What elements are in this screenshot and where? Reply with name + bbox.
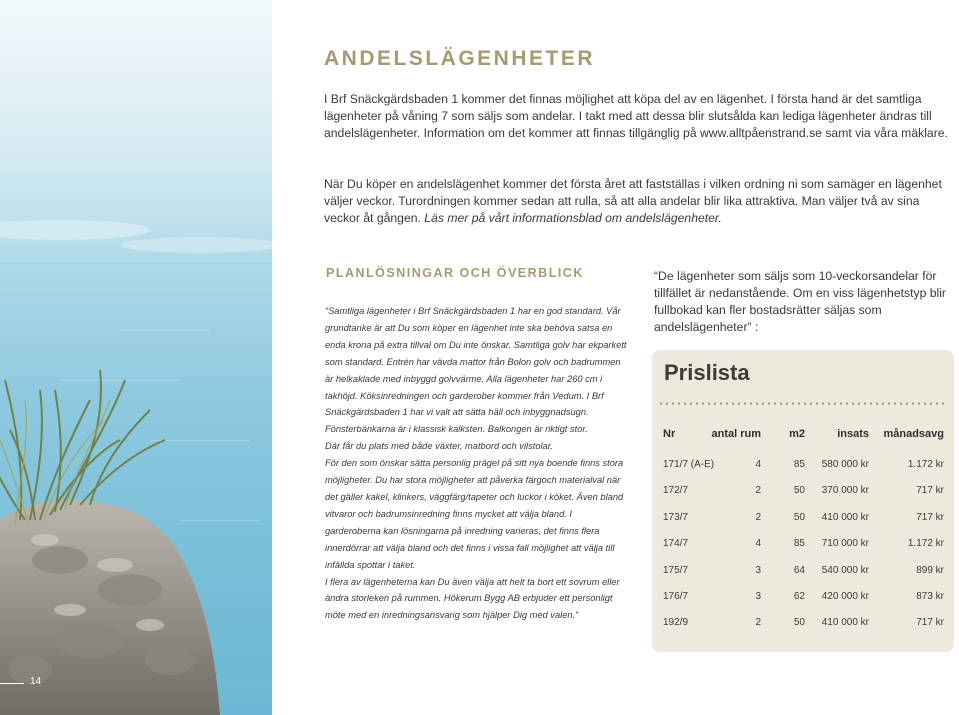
cell-avgift: 873 kr bbox=[916, 590, 944, 602]
cell-rooms: 2 bbox=[755, 485, 761, 497]
cell-avgift: 1.172 kr bbox=[907, 538, 944, 550]
table-row bbox=[662, 591, 944, 617]
cell-insats: 410 000 kr bbox=[821, 511, 869, 523]
page-number: 14 bbox=[30, 676, 42, 687]
sea-rock-illustration bbox=[0, 0, 272, 715]
table-row bbox=[662, 459, 944, 485]
cell-rooms: 4 bbox=[755, 538, 761, 550]
cell-nr: 172/7 bbox=[663, 485, 689, 497]
page-title: ANDELSLÄGENHETER bbox=[324, 47, 596, 70]
header-insats: insats bbox=[837, 428, 869, 440]
table-row bbox=[662, 538, 944, 564]
cell-m2: 62 bbox=[793, 590, 805, 602]
cell-nr: 192/9 bbox=[663, 617, 689, 629]
cell-m2: 85 bbox=[793, 538, 805, 550]
cell-m2: 50 bbox=[793, 511, 805, 523]
cell-avgift: 717 kr bbox=[916, 617, 944, 629]
cell-avgift: 717 kr bbox=[916, 485, 944, 497]
quote-paragraph: Där får du plats med både växter, matbord och vilstolar. bbox=[325, 441, 554, 452]
cell-nr: 174/7 bbox=[663, 538, 689, 550]
cell-insats: 710 000 kr bbox=[821, 538, 869, 550]
cell-nr: 176/7 bbox=[663, 590, 689, 602]
price-table bbox=[662, 428, 944, 644]
page-number-rule bbox=[0, 683, 24, 684]
cell-avgift: 1.172 kr bbox=[907, 459, 944, 470]
cell-m2: 64 bbox=[793, 564, 805, 576]
cell-nr: 173/7 bbox=[663, 511, 689, 523]
header-rooms: antal rum bbox=[711, 428, 761, 440]
sea-rock-photo bbox=[0, 0, 272, 715]
dotted-divider bbox=[658, 402, 948, 405]
section-title: PLANLÖSNINGAR OCH ÖVERBLICK bbox=[326, 266, 584, 280]
cell-avgift: 717 kr bbox=[916, 511, 944, 523]
table-row bbox=[662, 485, 944, 511]
intro-paragraph-1: I Brf Snäckgärdsbaden 1 kommer det finnas möjlighet att köpa del av en lägenhet. I första hand är det samtliga lägenheter på våning 7 som säljs som andelar. I takt med att dessa blir slutsålda kan lediga lägenheter ändras till andelslägenheter. Information om det kommer att finnas tillgänglig på www.alltpåenstrand.se samt via våra mäklare. bbox=[324, 92, 948, 141]
header-avgift: månadsavg bbox=[883, 428, 944, 440]
cell-rooms: 4 bbox=[755, 459, 761, 470]
cell-nr: 171/7 (A-E) bbox=[663, 459, 715, 470]
standard-quote bbox=[325, 303, 627, 624]
cell-insats: 540 000 kr bbox=[821, 564, 869, 576]
intro-paragraph-2 bbox=[324, 176, 954, 228]
cell-rooms: 2 bbox=[755, 511, 761, 523]
header-m2: m2 bbox=[789, 428, 805, 440]
cell-rooms: 3 bbox=[755, 564, 761, 576]
cell-insats: 370 000 kr bbox=[821, 485, 869, 497]
intro-paragraph-2-text: När Du köper en andelslägenhet kommer det första året att fastställas i vilken ordning ni som samäger en lägenhet väljer veckor. Turordningen kommer sedan att rulla, så att alla andelar blir lika attraktiva. Man väljer två av sina veckor åt gången. bbox=[324, 177, 942, 226]
price-table-header bbox=[662, 428, 944, 459]
table-row bbox=[662, 512, 944, 538]
quote-paragraph: “Samtliga lägenheter i Brf Snäckgärdsbaden 1 har en god standard. Vår grundtanke är att Du som köper en lägenhet inte ska behöva satsa en enda krona på extra tillval om Du inte önskar. Samtliga golv har ekparkett som standard. Entrén har vävda mattor från Bolon golv och badrummen är helkaklade med inbyggd golvvärme. Alla lägenheter har 260 cm i takhöjd. Köksinredningen och garderober kommer från Vedum. I Brf Snäckgärdsbaden 1 har vi valt att sätta häll och inbyggnadsugn. Fönsterbänkarna är i klassisk kalksten. Balkongen är riktigt stor. bbox=[325, 306, 627, 435]
cell-insats: 580 000 kr bbox=[821, 459, 869, 470]
intro-paragraph-2-italic: Läs mer på vårt informationsblad om andelslägenheter. bbox=[424, 211, 722, 226]
cell-m2: 50 bbox=[793, 485, 805, 497]
quote-paragraph: För den som önskar sätta personlig prägel på sitt nya boende finns stora möjligheter. Du har stora möjligheter att påverka färgoch materialval när det gäller kakel, klinkers, väggfärg/tapeter och luckor i köket. Även bland vitvaror och badrumsinredning finns mycket att välja bland. I garderoberna kan lösningarna på inredning varieras, det finns flera innerdörrar att välja bland och det finns i vissa fall möjlighet att välja till infällda spottar i taket. bbox=[325, 458, 624, 570]
cell-insats: 420 000 kr bbox=[821, 590, 869, 602]
cell-m2: 50 bbox=[793, 617, 805, 629]
cell-nr: 175/7 bbox=[663, 564, 689, 576]
cell-rooms: 3 bbox=[755, 590, 761, 602]
cell-rooms: 2 bbox=[755, 617, 761, 629]
cell-m2: 85 bbox=[793, 459, 805, 470]
table-row bbox=[662, 565, 944, 591]
price-list-title: Prislista bbox=[664, 360, 750, 385]
cell-avgift: 899 kr bbox=[916, 564, 944, 576]
aside-quote: “De lägenheter som säljs som 10-veckorsandelar för tillfället är nedanstående. Om en viss lägenhetstyp blir fullbokad kan fler bostadsrätter säljas som andelslägenheter” : bbox=[654, 269, 946, 334]
header-nr: Nr bbox=[663, 428, 676, 440]
price-table-body bbox=[662, 459, 944, 644]
price-list-box bbox=[652, 350, 954, 652]
cell-insats: 410 000 kr bbox=[821, 617, 869, 629]
quote-paragraph: I flera av lägenheterna kan Du även välja att helt ta bort ett sovrum eller ändra storleken på rummen. Hökerum Bygg AB erbjuder ett personligt möte med en inredningsansvarig som hjälper Dig med valen.” bbox=[325, 576, 620, 621]
table-row bbox=[662, 617, 944, 643]
